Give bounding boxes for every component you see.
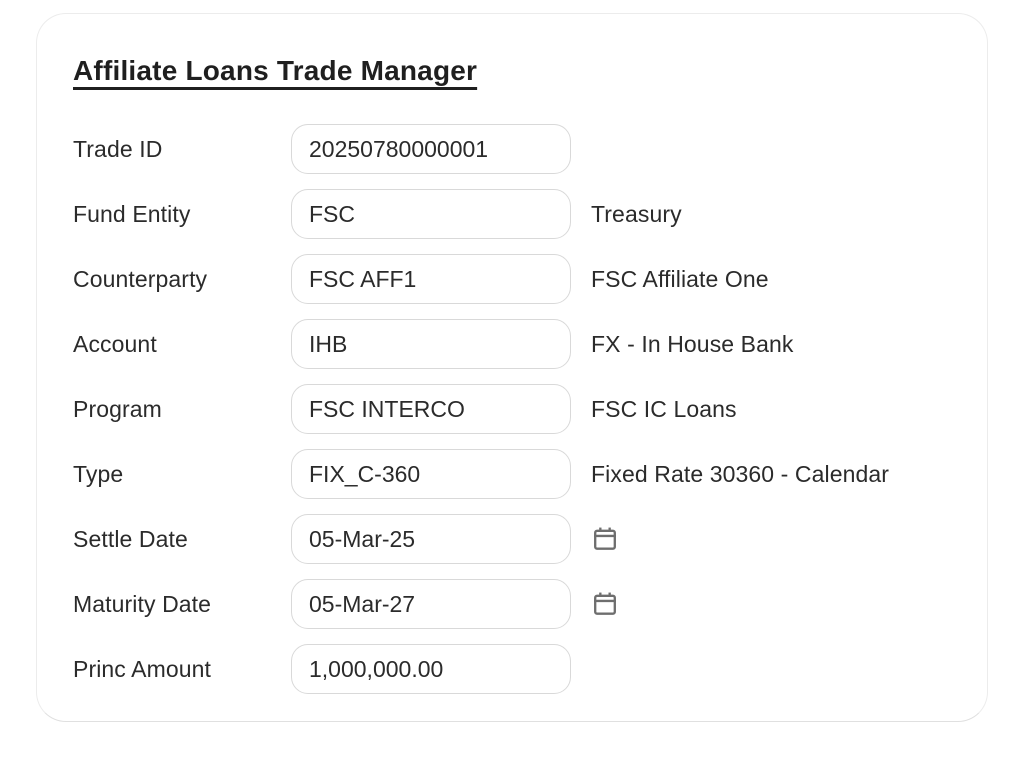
field-description: FSC IC Loans (591, 395, 737, 422)
form-row (73, 644, 951, 694)
form-row (73, 514, 951, 564)
field-description: Fixed Rate 30360 - Calendar (591, 460, 890, 487)
form-row (73, 124, 951, 174)
field-label: Type (73, 460, 124, 487)
counterparty-input[interactable] (291, 254, 571, 304)
calendar-icon[interactable] (591, 590, 619, 618)
princ-amount-input[interactable] (291, 644, 571, 694)
form-row (73, 579, 951, 629)
trade-form (73, 124, 951, 694)
form-row (73, 254, 951, 304)
program-input[interactable] (291, 384, 571, 434)
trade-id-input[interactable] (291, 124, 571, 174)
account-input[interactable] (291, 319, 571, 369)
page-title: Affiliate Loans Trade Manager (73, 55, 478, 86)
trade-manager-card (36, 13, 988, 722)
calendar-icon[interactable] (591, 525, 619, 553)
field-description: FSC Affiliate One (591, 265, 769, 292)
field-label: Trade ID (73, 135, 163, 162)
settle-date-input[interactable] (291, 514, 571, 564)
field-description: Treasury (591, 200, 682, 227)
form-row (73, 449, 951, 499)
form-row (73, 319, 951, 369)
field-label: Account (73, 330, 157, 357)
field-label: Princ Amount (73, 655, 211, 682)
field-label: Program (73, 395, 162, 422)
field-label: Fund Entity (73, 200, 191, 227)
form-row (73, 189, 951, 239)
form-row (73, 384, 951, 434)
field-label: Settle Date (73, 525, 188, 552)
fund-entity-input[interactable] (291, 189, 571, 239)
field-label: Counterparty (73, 265, 208, 292)
maturity-date-input[interactable] (291, 579, 571, 629)
field-description: FX - In House Bank (591, 330, 794, 357)
type-input[interactable] (291, 449, 571, 499)
field-label: Maturity Date (73, 590, 212, 617)
